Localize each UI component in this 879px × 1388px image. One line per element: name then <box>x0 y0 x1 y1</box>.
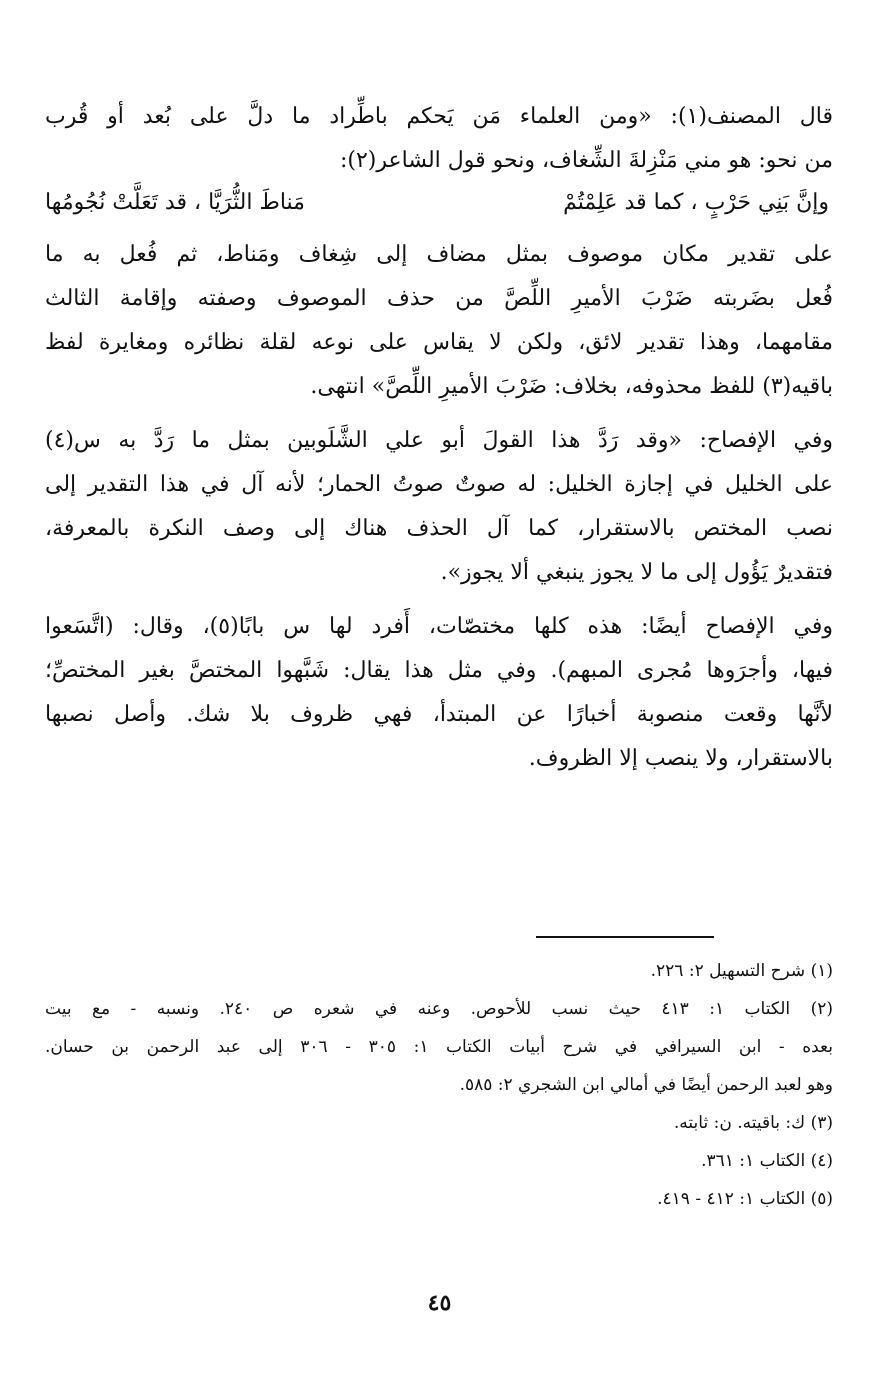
text-line: نصب المختص بالاستقرار، كما آل الحذف هناك إلى وصف النكرة بالمعرفة، <box>45 516 833 541</box>
text-line: على تقدير مكان موصوف بمثل مضاف إلى شِغاف ومَناط، ثم فُعل به ما <box>45 242 833 267</box>
text-line: باقيه(٣) للفظ محذوفه، بخلاف: ضَرْبَ الأميرِ اللِّصَّ» انتهى. <box>310 374 833 399</box>
footnote: (٤) الكتاب ١: ٣٦١. <box>701 1151 833 1171</box>
footnote-separator <box>536 936 714 938</box>
text-line: قال المصنف(١): «ومن العلماء مَن يَحكم باطِّراد ما دلَّ على بُعد أو قُرب <box>45 104 833 129</box>
text-line: بالاستقرار، ولا ينصب إلا الظروف. <box>528 746 833 771</box>
footnote-continuation: وهو لعبد الرحمن أيضًا في أمالي ابن الشجري ٢: ٥٨٥. <box>459 1075 833 1095</box>
paragraph-2 <box>45 419 833 595</box>
footnotes <box>45 952 833 1218</box>
verse-first-hemistich: وإنَّ بَنِي حَرْبٍ ، كما قد عَلِمْتُمْ <box>563 190 829 215</box>
poetry-verse <box>45 183 829 223</box>
footnote: (١) شرح التسهيل ٢: ٢٢٦. <box>650 961 833 981</box>
page-number: ٤٥ <box>427 1290 452 1316</box>
text-line: وفي الإفصاح أيضًا: هذه كلها مختصّات، أَفرد لها س بابًا(٥)، وقال: (اتَّسَعوا <box>45 614 833 639</box>
text-line: وفي الإفصاح: «وقد رَدَّ هذا القولَ أبو علي الشَّلَوبين بمثل ما رَدَّ به س(٤) <box>45 428 833 453</box>
main-text <box>45 95 833 781</box>
text-line: فُعل بضَربته ضَرْبَ الأميرِ اللِّصَّ من حذف الموصوف وصفته وإقامة الثالث <box>45 286 833 311</box>
paragraph-3 <box>45 605 833 781</box>
text-line: فتقديرٌ يَؤُول إلى ما لا يجوز ينبغي ألا يجوز». <box>440 560 833 585</box>
text-line: من نحو: هو مني مَنْزِلةَ الشِّغاف، ونحو قول الشاعر(٢): <box>339 148 833 173</box>
text-line: لأنَّها وقعت منصوبة أخبارًا عن المبتدأ، فهي ظروف بلا شك. وأصل نصبها <box>45 702 833 727</box>
text-line: على الخليل في إجازة الخليل: له صوتٌ صوتُ الحمار؛ لأنه آل في هذا التقدير إلى <box>45 472 833 497</box>
footnote: (٥) الكتاب ١: ٤١٢ - ٤١٩. <box>657 1189 833 1209</box>
text-line: فيها، وأجرَوها مُجرى المبهم). وفي مثل هذا يقال: شَبَّهوا المختصَّ بغير المختصِّ؛ <box>45 658 833 683</box>
footnote: (٢) الكتاب ١: ٤١٣ حيث نسب للأحوص. وعنه في شعره ص ٢٤٠. ونسبه - مع بيت <box>45 999 833 1019</box>
footnote: (٣) ك: باقيته. ن: ثابته. <box>673 1113 833 1133</box>
text-line: مقامهما، وهذا تقدير لائق، ولكن لا يقاس على نوعه لقلة نظائره ومغايرة لفظ <box>45 330 833 355</box>
paragraph-1 <box>45 233 833 409</box>
footnote-continuation: بعده - ابن السيرافي في شرح أبيات الكتاب ١: ٣٠٥ - ٣٠٦ إلى عبد الرحمن بن حسان. <box>45 1037 833 1057</box>
verse-second-hemistich: مَناطَ الثُّرَيَّا ، قد تَعَلَّتْ نُجُومُها <box>45 190 305 215</box>
